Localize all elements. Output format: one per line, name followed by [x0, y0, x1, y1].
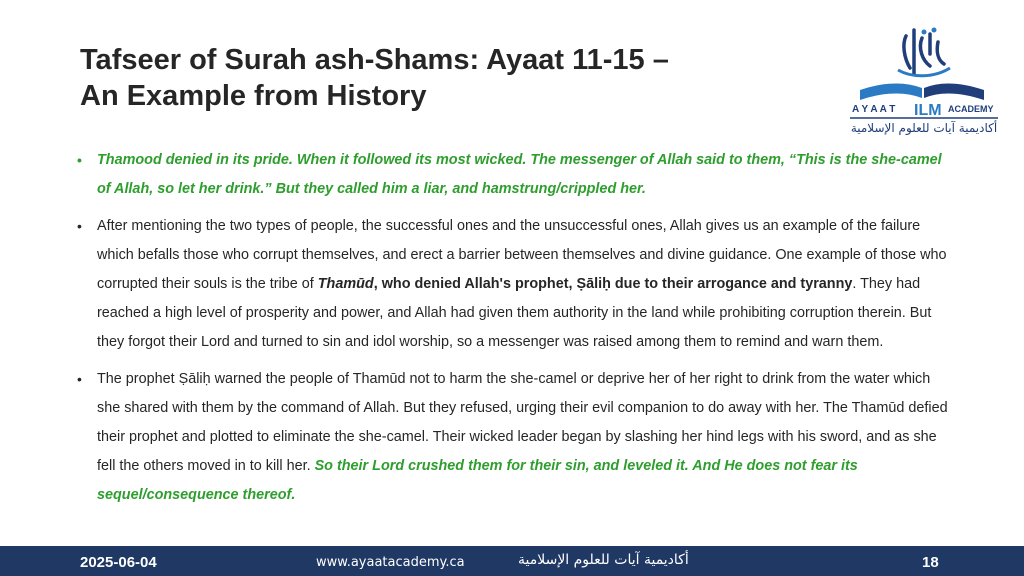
- story-ayah-text: So their Lord crushed them for their sin, and leveled it. And He does not fear its sequel/consequence thereof.: [97, 458, 858, 503]
- story-text: The prophet Ṣāliḥ warned the people of Thamūd not to harm the she-camel or deprive her of her right to drink from the water which she shared with them by the command of Allah. But they refused, urging their evil companion to do away with her. The Thamūd defied their prophet and plotted to eliminate the she-camel. Their wicked leader began by slashing her hind legs with his sword, and as she fell the others moved in to kill her.: [97, 371, 948, 474]
- logo-academy-text: ACADEMY: [948, 104, 994, 114]
- ayah-translation-text: Thamood denied in its pride. When it followed its most wicked. The messenger of Allah said to them, “This is the she-camel of Allah, so let her drink.” But they called him a liar, and hamstrung/crippled her.: [97, 152, 942, 197]
- bullet-explanation: [74, 212, 954, 357]
- slide-footer: [0, 546, 1024, 576]
- footer-date: 2025-06-04: [80, 554, 157, 571]
- explanation-text-1: After mentioning the two types of people, the successful ones and the unsuccessful ones, Allah gives us an example of the failure which befalls those who corrupt themselves, and erect a barrier between themselves and divine guidance. One example of those who corrupted their souls is the tribe of: [97, 218, 947, 292]
- logo-arabic-name: أكاديمية آيات للعلوم الإسلامية: [850, 121, 998, 135]
- logo-emblem-icon: [838, 24, 1008, 124]
- title-line-2: An Example from History: [80, 80, 427, 112]
- page-number: 18: [922, 554, 939, 571]
- thamud-name: Thamūd: [317, 276, 374, 292]
- title-line-1: Tafseer of Surah ash-Shams: Ayaat 11-15 –: [80, 44, 669, 76]
- slide-content: [74, 146, 954, 518]
- logo-ayaat-text: A Y A A T: [852, 104, 896, 115]
- logo-ilm-text: ILM: [914, 102, 942, 119]
- slide-title: [80, 42, 800, 114]
- explanation-text-2: . They had reached a high level of prosperity and power, and Allah had given them authority in the land while prohibiting corruption therein. But they forgot their Lord and turned to sin and idol worship, so a messenger was raised among them to remind and warn them.: [97, 276, 932, 350]
- footer-arabic-name: أكاديمية آيات للعلوم الإسلامية: [518, 552, 689, 568]
- bullet-story: [74, 365, 954, 510]
- footer-website-link[interactable]: www.ayaatacademy.ca: [316, 555, 465, 570]
- bullet-ayah-translation: [74, 146, 954, 204]
- thamud-description: , who denied Allah's prophet, Ṣāliḥ due to their arrogance and tyranny: [373, 276, 853, 292]
